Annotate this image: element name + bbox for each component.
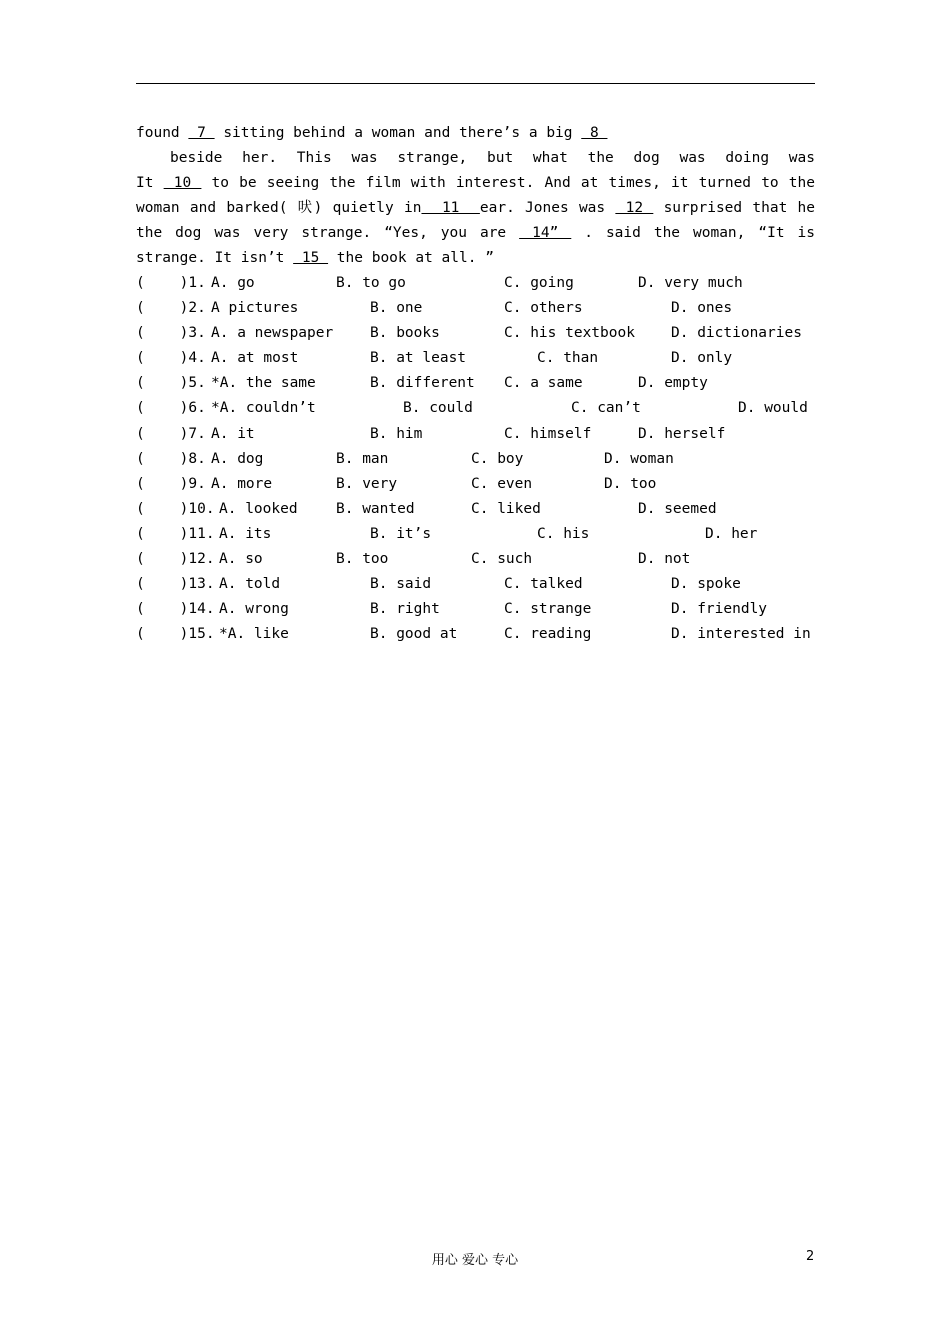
- option-d: D. very much: [638, 275, 743, 291]
- option-c: C. his: [537, 525, 590, 542]
- passage-line: [136, 171, 815, 196]
- question-number: ( )9.: [136, 475, 206, 492]
- option-b: B. said: [370, 576, 432, 593]
- option-a: A. more: [211, 475, 273, 492]
- question-number: ( )8.: [136, 450, 206, 467]
- option-c: C. going: [504, 275, 574, 291]
- option-c: C. liked: [471, 500, 541, 517]
- question-row: [136, 472, 815, 497]
- question-number: ( )7.: [136, 425, 206, 442]
- question-list: [136, 271, 815, 647]
- blank-14: 14”: [519, 225, 572, 241]
- question-number: ( )11.: [136, 525, 215, 542]
- blank-15: 15: [293, 250, 329, 266]
- option-b: B. wanted: [336, 500, 415, 517]
- question-number: ( )6.: [136, 400, 206, 417]
- option-c: C. boy: [471, 450, 524, 467]
- option-a: *A. like: [219, 626, 289, 643]
- option-b: B. one: [370, 300, 423, 317]
- option-c: C. his textbook: [504, 325, 635, 342]
- question-number: ( )15.: [136, 626, 215, 643]
- option-a: A. looked: [219, 500, 298, 517]
- option-b: B. to go: [336, 275, 406, 291]
- blank-7: 7: [188, 125, 215, 141]
- option-a: *A. couldn’t: [211, 400, 316, 417]
- passage-text: the book at all. ”: [328, 250, 494, 266]
- question-row: [136, 447, 815, 472]
- question-row: [136, 522, 815, 547]
- passage-text: strange. It isn’t: [136, 250, 294, 266]
- option-d: D. would: [738, 400, 808, 417]
- passage-text: to be seeing the film with interest. And at times, it turned to the: [201, 175, 815, 191]
- question-number: ( )12.: [136, 551, 215, 568]
- blank-12: 12: [615, 200, 654, 216]
- option-a: A. told: [219, 576, 281, 593]
- passage-line: [136, 246, 815, 271]
- option-b: B. man: [336, 450, 389, 467]
- option-b: B. right: [370, 601, 440, 618]
- question-row: [136, 321, 815, 346]
- question-number: ( )10.: [136, 500, 215, 517]
- option-d: D. not: [638, 551, 691, 568]
- passage-line: [136, 146, 815, 171]
- option-b: B. it’s: [370, 525, 432, 542]
- question-row: [136, 296, 815, 321]
- passage-text: sitting behind a woman and there’s a big: [214, 125, 582, 141]
- header-rule: [136, 83, 815, 84]
- option-d: D. empty: [638, 375, 708, 392]
- passage-text: It: [136, 175, 164, 191]
- option-b: B. could: [403, 400, 473, 417]
- option-c: C. can’t: [571, 400, 641, 417]
- option-a: A. wrong: [219, 601, 289, 618]
- option-d: D. woman: [604, 450, 674, 467]
- option-a: *A. the same: [211, 375, 316, 392]
- passage-text: surprised that he: [653, 200, 815, 216]
- footer-motto: 用心 爱心 专心: [431, 1253, 519, 1268]
- page-number: 2: [806, 1249, 815, 1264]
- option-d: D. too: [604, 475, 657, 492]
- question-row: [136, 371, 815, 396]
- option-a: A. at most: [211, 350, 299, 367]
- question-row: [136, 396, 815, 421]
- option-c: C. than: [537, 350, 599, 367]
- question-number: ( )13.: [136, 576, 215, 593]
- option-d: D. friendly: [671, 601, 768, 618]
- cloze-passage: [136, 121, 815, 271]
- question-row: [136, 547, 815, 572]
- option-c: C. such: [471, 551, 533, 568]
- option-c: C. talked: [504, 576, 583, 593]
- option-a: A. it: [211, 425, 255, 442]
- option-a: A. a newspaper: [211, 325, 334, 342]
- option-d: D. interested in: [671, 626, 811, 643]
- passage-text: woman and barked( 吠) quietly in: [136, 200, 422, 216]
- option-d: D. seemed: [638, 500, 717, 517]
- option-d: D. spoke: [671, 576, 741, 593]
- blank-11: 11: [421, 200, 480, 216]
- passage-line: [136, 221, 815, 246]
- passage-line: [136, 196, 815, 221]
- question-row: [136, 597, 815, 622]
- option-d: D. dictionaries: [671, 325, 802, 342]
- option-b: B. different: [370, 375, 475, 392]
- question-number: ( )14.: [136, 601, 215, 618]
- option-c: C. reading: [504, 626, 592, 643]
- option-d: D. herself: [638, 425, 726, 442]
- option-b: B. good at: [370, 626, 458, 643]
- option-b: B. too: [336, 551, 389, 568]
- passage-text: . said the woman, “It is: [571, 225, 815, 241]
- question-number: ( )3.: [136, 325, 206, 342]
- question-number: ( )2.: [136, 300, 206, 317]
- option-b: B. books: [370, 325, 440, 342]
- blank-10: 10: [163, 175, 202, 191]
- option-d: D. her: [705, 525, 758, 542]
- option-c: C. a same: [504, 375, 583, 392]
- question-row: [136, 271, 815, 296]
- question-number: ( )1.: [136, 275, 206, 291]
- option-d: D. only: [671, 350, 733, 367]
- question-row: [136, 622, 815, 647]
- passage-text: beside her. This was strange, but what the dog was doing was: [170, 150, 815, 166]
- option-c: C. himself: [504, 425, 592, 442]
- question-number: ( )5.: [136, 375, 206, 392]
- option-b: B. him: [370, 425, 423, 442]
- question-row: [136, 497, 815, 522]
- option-a: A. its: [219, 525, 272, 542]
- option-a: A. so: [219, 551, 263, 568]
- passage-line: [136, 121, 815, 146]
- blank-8: 8: [581, 125, 608, 141]
- option-c: C. strange: [504, 601, 592, 618]
- passage-text: ear. Jones was: [479, 200, 616, 216]
- option-d: D. ones: [671, 300, 733, 317]
- option-b: B. very: [336, 475, 398, 492]
- question-row: [136, 422, 815, 447]
- option-a: A. dog: [211, 450, 264, 467]
- option-b: B. at least: [370, 350, 467, 367]
- passage-text: the dog was very strange. “Yes, you are: [136, 225, 520, 241]
- question-number: ( )4.: [136, 350, 206, 367]
- option-c: C. even: [471, 475, 533, 492]
- question-row: [136, 572, 815, 597]
- option-a: A pictures: [211, 300, 299, 317]
- option-a: A. go: [211, 275, 255, 291]
- option-c: C. others: [504, 300, 583, 317]
- passage-text: found: [136, 125, 189, 141]
- question-row: [136, 346, 815, 371]
